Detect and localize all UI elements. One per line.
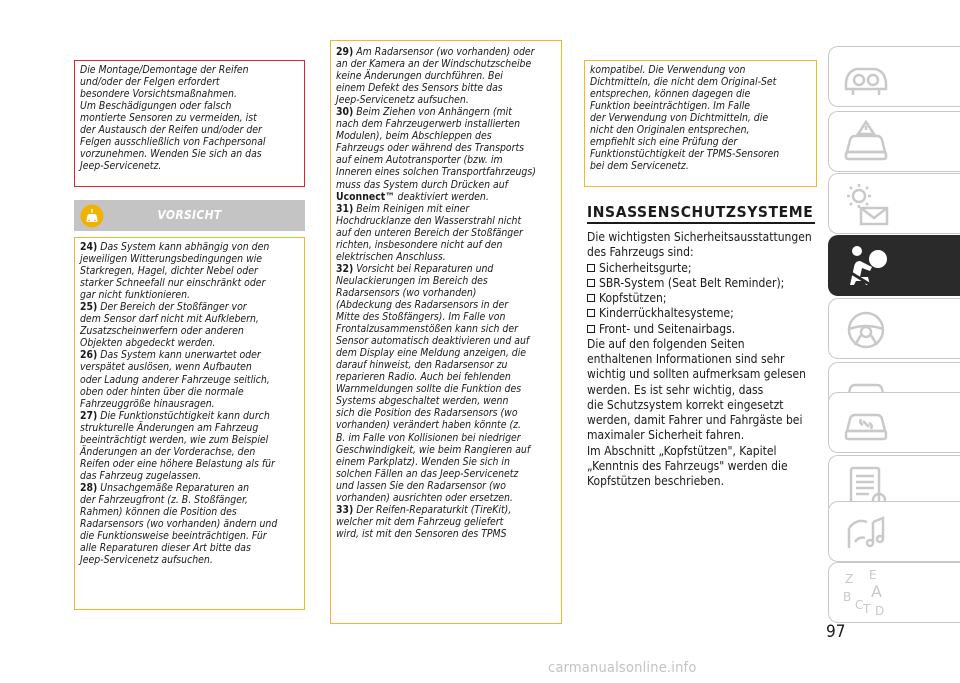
note-text: Jeep-Servicenetz aufsuchen.	[336, 94, 469, 107]
section-body	[587, 230, 823, 489]
note-line	[336, 239, 557, 251]
note-text: Radarsensors (wo vorhanden)	[336, 286, 477, 299]
bullet-square-icon	[587, 279, 595, 287]
note-line	[336, 46, 557, 58]
bullet-square-icon	[587, 325, 595, 333]
note-line: Dichtmitteln, die nicht dem Original-Set	[590, 76, 777, 89]
note-text: Jeep-Servicenetz aufsuchen.	[80, 554, 213, 567]
note-number: 27)	[80, 409, 98, 422]
lights-message-icon	[841, 180, 891, 230]
note-line	[80, 241, 299, 253]
note-line	[80, 434, 299, 446]
note-text: Änderungen an der Vorderachse, den	[80, 445, 256, 458]
note-text: einem Defekt des Sensors bitte das	[336, 82, 503, 95]
note-line	[336, 407, 557, 419]
caution-notes-continued	[330, 40, 562, 624]
note-line	[336, 492, 557, 504]
note-line	[336, 383, 557, 395]
tab-driving[interactable]	[828, 298, 960, 359]
note-line	[336, 251, 557, 263]
body-line: werden. Es ist sehr wichtig, dass	[587, 382, 764, 397]
note-line: bei dem Servicenetz.	[590, 160, 689, 173]
note-text: vorhanden) ausrichten oder ersetzen.	[336, 491, 513, 504]
body-line: Die auf den folgenden Seiten	[587, 336, 745, 351]
note-text: solchen Fällen an das Jeep-Servicenetz	[336, 467, 519, 480]
note-text: Starkregen, Hagel, dichter Nebel oder	[80, 265, 258, 278]
bullet-item	[587, 306, 823, 321]
car-warning-icon	[841, 118, 891, 168]
note-text: verspätet auslösen, wenn Aufbauten	[80, 361, 252, 374]
note-line	[80, 518, 299, 530]
note-text: Zusatzscheinwerfern oder anderen	[80, 325, 244, 338]
index-letter: B	[843, 590, 852, 604]
tab-index[interactable]	[828, 562, 960, 623]
note-number: 25)	[80, 301, 98, 314]
caution-notes-end	[584, 60, 817, 187]
note-text: darauf hinweist, den Radarsensor zu	[336, 359, 508, 372]
note-line	[80, 410, 299, 422]
note-text: Systems abgeschaltet werden, wenn	[336, 395, 509, 408]
note-line	[80, 361, 299, 373]
note-line	[336, 311, 557, 323]
index-letter: T	[863, 602, 871, 616]
alphabetical-index-icon	[841, 569, 891, 619]
note-line: kompatibel. Die Verwendung von	[590, 64, 746, 76]
note-text: Neulackierungen im Bereich des	[336, 274, 488, 287]
note-number: 26)	[80, 349, 98, 362]
caution-label: VORSICHT	[157, 208, 222, 222]
note-line	[336, 528, 557, 540]
warning-line: Um Beschädigungen oder falsch	[80, 100, 232, 113]
note-line: Funktion beeinträchtigen. Im Falle	[590, 100, 751, 113]
note-text: richten, insbesondere nicht auf den	[336, 238, 503, 251]
note-text: starker Schneefall nur einschränkt oder	[80, 277, 266, 290]
note-number: 30)	[336, 106, 354, 119]
note-line	[336, 203, 557, 215]
note-line	[80, 325, 299, 337]
note-number: 33)	[336, 503, 354, 516]
note-line	[336, 480, 557, 492]
body-line: Die wichtigsten Sicherheitsausstattungen	[587, 230, 812, 244]
note-line	[80, 458, 299, 470]
note-line	[336, 154, 557, 166]
note-line	[336, 215, 557, 227]
note-text: an der Kamera an der Windschutzscheibe	[336, 58, 532, 71]
note-text: Vorsicht bei Reparaturen und	[356, 262, 494, 275]
note-line: Funktionstüchtigkeit der TPMS-Sensoren	[590, 148, 780, 161]
note-text: einem Parkplatz). Wenden Sie sich in	[336, 455, 510, 468]
body-line: wichtig und sollten aufmerksam gelesen	[587, 367, 807, 382]
note-text: die Funktionsweise beeinträchtigen. Für	[80, 530, 267, 543]
tab-safety-warning[interactable]	[828, 111, 960, 172]
note-line	[80, 337, 299, 349]
note-line	[80, 494, 299, 506]
note-text: Beim Ziehen von Anhängern (mit	[356, 106, 512, 119]
note-text: strukturelle Änderungen am Fahrzeug	[80, 421, 259, 434]
section-title: INSASSENSCHUTZSYSTEME	[587, 203, 814, 221]
airbag-safety-icon	[840, 241, 890, 291]
bullet-text: Kopfstützen;	[599, 291, 667, 305]
bullet-square-icon	[587, 294, 595, 302]
uconnect-label: Uconnect™	[336, 190, 395, 203]
tab-multimedia[interactable]	[828, 501, 960, 562]
note-line	[336, 299, 557, 311]
note-text: Reifen oder eine höhere Belastung als für	[80, 457, 275, 470]
note-text: B. im Falle von Kollisionen bei niedriger	[336, 431, 521, 444]
car-dashboard-icon	[841, 53, 891, 103]
note-text: Fahrzeugs oder während des Transports	[336, 142, 524, 155]
index-letter: D	[875, 604, 885, 618]
note-line	[336, 263, 557, 275]
bullet-text: Sicherheitsgurte;	[599, 260, 692, 275]
note-text: Die Funktionstüchtigkeit kann durch	[100, 409, 270, 422]
note-line	[80, 446, 299, 458]
note-text: elektrischen Anschluss.	[336, 250, 446, 263]
note-line	[336, 82, 557, 94]
note-line	[336, 359, 557, 371]
note-text: Radarsensors (wo vorhanden) ändern und	[80, 518, 278, 531]
warning-line: besondere Vorsichtsmaßnahmen.	[80, 88, 237, 101]
note-text: Der Bereich der Stoßfänger vor	[100, 301, 247, 314]
steering-wheel-icon	[841, 305, 891, 355]
warning-line: Felgen ausschließlich von Fachpersonal	[80, 136, 266, 149]
bullet-item	[587, 291, 823, 306]
note-line	[336, 106, 557, 118]
note-text: Hochdrucklanze den Wasserstrahl nicht	[336, 214, 522, 227]
note-number: 31)	[336, 202, 354, 215]
note-text: auf den unteren Bereich der Stoßfänger	[336, 226, 523, 239]
body-line: Kopfstützen beschrieben.	[587, 474, 725, 488]
note-line	[80, 470, 299, 482]
note-line: empfiehlt sich eine Prüfung der	[590, 136, 738, 149]
note-number: 32)	[336, 262, 354, 275]
warning-box	[74, 60, 305, 187]
note-text: oder Ladung anderer Fahrzeuge seitlich,	[80, 373, 270, 386]
note-line	[336, 335, 557, 347]
note-line	[80, 289, 299, 301]
warning-line: der Austausch der Reifen und/oder der	[80, 124, 262, 137]
warning-line: vorzunehmen. Wenden Sie sich an das	[80, 148, 262, 161]
note-line	[336, 323, 557, 335]
note-text: auf einem Autotransporter (bzw. im	[336, 154, 503, 167]
note-text: keine Änderungen durchführen. Bei	[336, 70, 503, 83]
note-line	[336, 347, 557, 359]
maintenance-wrench-icon	[841, 399, 891, 449]
note-text: (Abdeckung des Radarsensors in der	[336, 298, 509, 311]
warning-line: montierte Sensoren zu vermeiden, ist	[80, 112, 257, 125]
note-line	[336, 504, 557, 516]
note-line: der Verwendung von Dichtmitteln, die	[590, 112, 769, 125]
body-line: „Kenntnis des Fahrzeugs" werden die	[587, 458, 788, 473]
note-text: oben oder hinten über die normale	[80, 385, 244, 398]
note-line	[80, 386, 299, 398]
caution-header	[74, 200, 305, 231]
body-line: werden, damit Fahrer und Fahrgäste bei	[587, 413, 803, 427]
index-letter: Z	[845, 572, 854, 586]
note-line	[80, 398, 299, 410]
bullet-item	[587, 276, 823, 291]
tab-maintenance[interactable]	[828, 392, 960, 453]
tab-lights[interactable]	[828, 173, 960, 234]
note-line	[80, 277, 299, 289]
note-text: das Fahrzeug zugelassen.	[80, 469, 202, 482]
note-line	[336, 118, 557, 130]
watermark: carmanualsonline.info	[548, 660, 697, 676]
index-letter: A	[871, 582, 882, 601]
note-line	[336, 142, 557, 154]
note-line	[336, 94, 557, 106]
note-line	[336, 287, 557, 299]
warning-line: und/oder der Felgen erfordert	[80, 76, 220, 89]
note-line	[336, 191, 557, 203]
note-line	[80, 530, 299, 542]
note-line	[80, 542, 299, 554]
note-line	[80, 349, 299, 361]
note-line	[80, 253, 299, 265]
note-line	[336, 456, 557, 468]
note-text: nach dem Fahrzeugerwerb installierten	[336, 118, 521, 131]
note-text: Fahrzeuggröße hinausragen.	[80, 397, 215, 410]
note-text: Am Radarsensor (wo vorhanden) oder	[356, 46, 535, 58]
note-line	[336, 179, 557, 191]
note-text: Der Reifen-Reparaturkit (TireKit),	[356, 503, 512, 516]
tab-safety[interactable]	[828, 235, 960, 296]
note-line	[80, 422, 299, 434]
bullet-text: Kinderrückhaltesysteme;	[599, 306, 734, 321]
note-text: alle Reparaturen dieser Art bitte das	[80, 542, 251, 555]
note-text: vorhanden) verändert haben könnte (z.	[336, 419, 521, 432]
note-text: Das System kann unerwartet oder	[100, 349, 261, 362]
note-text: reparieren Radio. Auch bei fehlenden	[336, 371, 511, 384]
note-line	[336, 58, 557, 70]
note-text: Mitte des Stoßfängers). Im Falle von	[336, 311, 506, 324]
page-number: 97	[826, 622, 846, 642]
note-text: muss das System durch Drücken auf	[336, 178, 508, 191]
note-line	[336, 432, 557, 444]
note-number: 28)	[80, 481, 98, 494]
caution-notes	[74, 237, 305, 610]
note-line	[80, 265, 299, 277]
note-line	[336, 419, 557, 431]
note-text: Unsachgemäße Reparaturen an	[100, 481, 250, 494]
note-line	[336, 516, 557, 528]
note-text: welcher mit dem Fahrzeug geliefert	[336, 515, 504, 528]
bullet-text: Front- und Seitenairbags.	[599, 321, 736, 336]
bullet-item	[587, 261, 823, 276]
note-line	[336, 468, 557, 480]
warning-line: Jeep-Servicenetz.	[80, 160, 162, 173]
multimedia-icon	[841, 508, 891, 558]
note-text: Inneren eines solchen Transportfahrzeugs)	[336, 166, 536, 179]
note-text: deaktiviert werden.	[397, 190, 489, 203]
note-line	[80, 374, 299, 386]
index-letter: C	[855, 598, 864, 612]
note-text: der Fahrzeugfront (z. B. Stoßfänger,	[80, 493, 248, 506]
note-line	[336, 130, 557, 142]
note-text: Modulen), beim Abschleppen des	[336, 130, 492, 143]
note-text: Sensor automatisch deaktivieren und auf	[336, 335, 530, 348]
title-underline	[587, 222, 815, 224]
note-text: wird, ist mit den Sensoren des TPMS	[336, 527, 507, 540]
note-line	[80, 482, 299, 494]
warning-line: Die Montage/Demontage der Reifen	[80, 64, 249, 76]
bullet-square-icon	[587, 264, 595, 272]
note-text: gar nicht funktionieren.	[80, 289, 190, 302]
note-line	[336, 227, 557, 239]
note-line	[80, 554, 299, 566]
note-line	[336, 444, 557, 456]
note-text: Frontalzusammenstößen kann sich der	[336, 323, 518, 336]
note-line	[336, 275, 557, 287]
note-text: Geschwindigkeit, wie beim Rangieren auf	[336, 443, 531, 456]
bullet-text: SBR-System (Seat Belt Reminder);	[599, 275, 785, 290]
note-text: Beim Reinigen mit einer	[356, 202, 470, 215]
note-text: dem Display eine Meldung anzeigen, die	[336, 347, 527, 360]
note-line	[336, 395, 557, 407]
note-number: 29)	[336, 46, 354, 58]
body-line: die Schutzsystem korrekt eingesetzt	[587, 397, 784, 412]
note-line	[80, 313, 299, 325]
note-number: 24)	[80, 241, 98, 253]
body-line: des Fahrzeugs sind:	[587, 245, 694, 260]
note-line	[80, 301, 299, 313]
note-text: und lassen Sie den Radarsensor (wo	[336, 479, 506, 492]
note-line	[336, 70, 557, 82]
note-text: Warnmeldungen sollte die Funktion des	[336, 383, 522, 396]
note-text: Rahmen) können die Position des	[80, 506, 237, 519]
note-line	[336, 371, 557, 383]
note-line	[80, 506, 299, 518]
note-line: entsprechen, können dagegen die	[590, 88, 751, 101]
note-text: Objekten abgedeckt werden.	[80, 337, 216, 350]
note-text: sich die Position des Radarsensors (wo	[336, 407, 518, 420]
note-text: dem Sensor darf nicht mit Aufklebern,	[80, 313, 259, 326]
note-line	[336, 166, 557, 178]
note-text: beeinträchtigt werden, wie zum Beispiel	[80, 433, 269, 446]
note-line: nicht den Originalen entsprechen,	[590, 124, 750, 137]
note-text: Das System kann abhängig von den	[100, 241, 270, 253]
body-line: enthaltenen Informationen sind sehr	[587, 352, 785, 366]
body-line: maximaler Sicherheit fahren.	[587, 428, 745, 443]
bullet-square-icon	[587, 309, 595, 317]
note-text: jeweiligen Witterungsbedingungen wie	[80, 253, 263, 266]
tab-dashboard[interactable]	[828, 46, 960, 107]
index-letter: E	[869, 569, 877, 582]
bullet-item	[587, 322, 823, 337]
body-line: Im Abschnitt „Kopfstützen", Kapitel	[587, 443, 777, 458]
